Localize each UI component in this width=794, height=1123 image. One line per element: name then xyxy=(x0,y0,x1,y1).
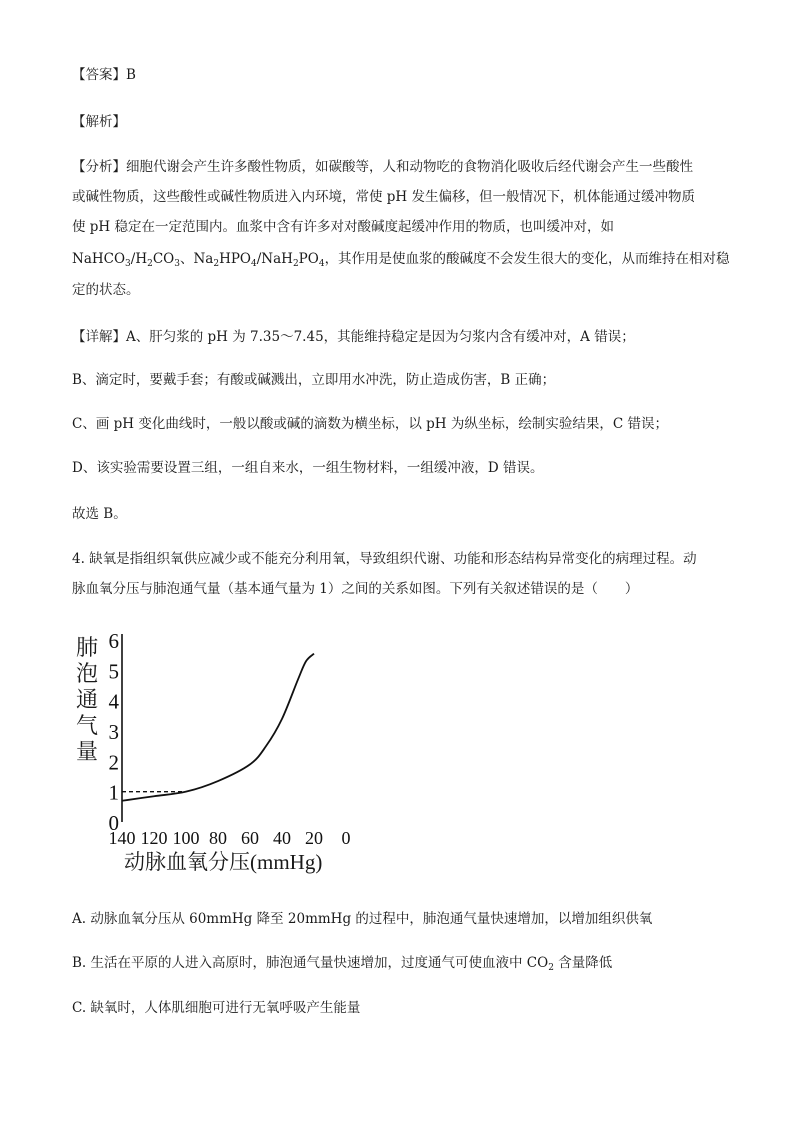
x-tick-label-40: 40 xyxy=(273,828,291,848)
ylabel-char-2: 泡 xyxy=(76,662,99,687)
xiangjie-line-b: B、滴定时，要戴手套；有酸或碱溅出，立即用水冲洗，防止造成伤害，B 正确； xyxy=(72,372,556,388)
x-tick-label-80: 80 xyxy=(209,828,227,848)
x-tick-label-0: 0 xyxy=(341,828,351,848)
x-tick-label-100: 100 xyxy=(172,828,200,848)
fenxi-line-5: 定的状态。 xyxy=(72,282,140,298)
fenxi-line-3: 使 pH 稳定在一定范围内。血浆中含有许多对对酸碱度起缓冲作用的物质，也叫缓冲对，如 xyxy=(72,219,614,235)
answer-tag: 【答案】 xyxy=(72,67,126,83)
option-b xyxy=(72,954,612,972)
fenxi-tag: 【分析】 xyxy=(72,159,126,175)
option-c: C. 缺氧时，人体肌细胞可进行无氧呼吸产生能量 xyxy=(72,1000,361,1016)
question-4-line-1: 4. 缺氧是指组织氧供应减少或不能充分利用氧，导致组织代谢、功能和形态结构异常变化的病理过程。动 xyxy=(72,551,697,567)
question-4-line-2: 脉血氧分压与肺泡通气量（基本通气量为 1）之间的关系如图。下列有关叙述错误的是（ ） xyxy=(72,581,639,597)
y-tick-label-4: 4 xyxy=(108,689,119,714)
option-b-text: B. 生活在平原的人进入高原时，肺泡通气量快速增加，过度通气可使血液中 CO xyxy=(72,955,549,971)
y-tick-label-3: 3 xyxy=(108,720,119,744)
xiangjie-line-d: D、该实验需要设置三组，一组自来水，一组生物材料，一组缓冲液，D 错误。 xyxy=(72,460,544,476)
xiangjie-tag: 【详解】 xyxy=(72,329,126,345)
series-line-0 xyxy=(122,654,314,801)
option-a: A. 动脉血氧分压从 60mmHg 降至 20mmHg 的过程中，肺泡通气量快速增加，以增加组织供氧 xyxy=(72,911,653,927)
y-tick-label-2: 2 xyxy=(108,750,119,775)
ylabel-char-4: 气 xyxy=(76,714,99,739)
xiangjie-line-c: C、画 pH 变化曲线时，一般以酸或碱的滴数为横坐标，以 pH 为纵坐标，绘制实验结果，C 错误； xyxy=(72,416,668,432)
xiangjie-line-a xyxy=(72,328,635,346)
buffer-separator: 、 xyxy=(179,251,194,267)
fenxi-line-4 xyxy=(72,250,730,268)
fenxi-line-1 xyxy=(72,158,693,176)
x-tick-label-120: 120 xyxy=(140,828,168,848)
y-tick-label-5: 5 xyxy=(108,659,119,684)
fenxi-text-1: 细胞代谢会产生许多酸性物质，如碳酸等，人和动物吃的食物消化吸收后经代谢会产生一些酸性 xyxy=(126,159,693,175)
option-b-tail: 含量降低 xyxy=(553,955,613,971)
fenxi-line-2: 或碱性物质，这些酸性或碱性物质进入内环境，常使 pH 发生偏移，但一般情况下，机体能通过缓冲物质 xyxy=(72,189,695,205)
x-tick-label-60: 60 xyxy=(241,828,259,848)
ylabel-char-5: 量 xyxy=(76,740,99,765)
answer-line xyxy=(72,66,136,84)
chart-xlabel: 动脉血氧分压(mmHg) xyxy=(124,850,323,874)
buffer-pair-1: $NaHCO_3/H_2CO_3$ xyxy=(72,251,180,269)
buffer-pair-2: $Na_2HPO_4/NaH_2PO_4$ xyxy=(193,251,325,269)
ylabel-char-1: 肺 xyxy=(76,636,99,661)
fenxi-text-4: ，其作用是使血浆的酸碱度不会发生很大的变化，从而维持在相对稳 xyxy=(324,251,730,267)
y-tick-label-0: 0 xyxy=(108,811,119,835)
x-tick-label-20: 20 xyxy=(305,828,323,848)
answer-value: B xyxy=(126,67,136,83)
xiangjie-text-a: A、肝匀浆的 pH 为 7.35～7.45，其能维持稳定是因为匀浆内含有缓冲对，A 错误； xyxy=(126,329,635,345)
analysis-heading: 【解析】 xyxy=(72,114,126,130)
option-b-subscript: 2 xyxy=(548,963,554,973)
x-tick-label-140: 140 xyxy=(108,828,136,848)
y-tick-label-6: 6 xyxy=(108,629,119,653)
ventilation-chart xyxy=(70,628,370,848)
y-tick-label-1: 1 xyxy=(108,780,119,805)
conclusion-line: 故选 B。 xyxy=(72,506,127,522)
ylabel-char-3: 通 xyxy=(76,688,99,713)
